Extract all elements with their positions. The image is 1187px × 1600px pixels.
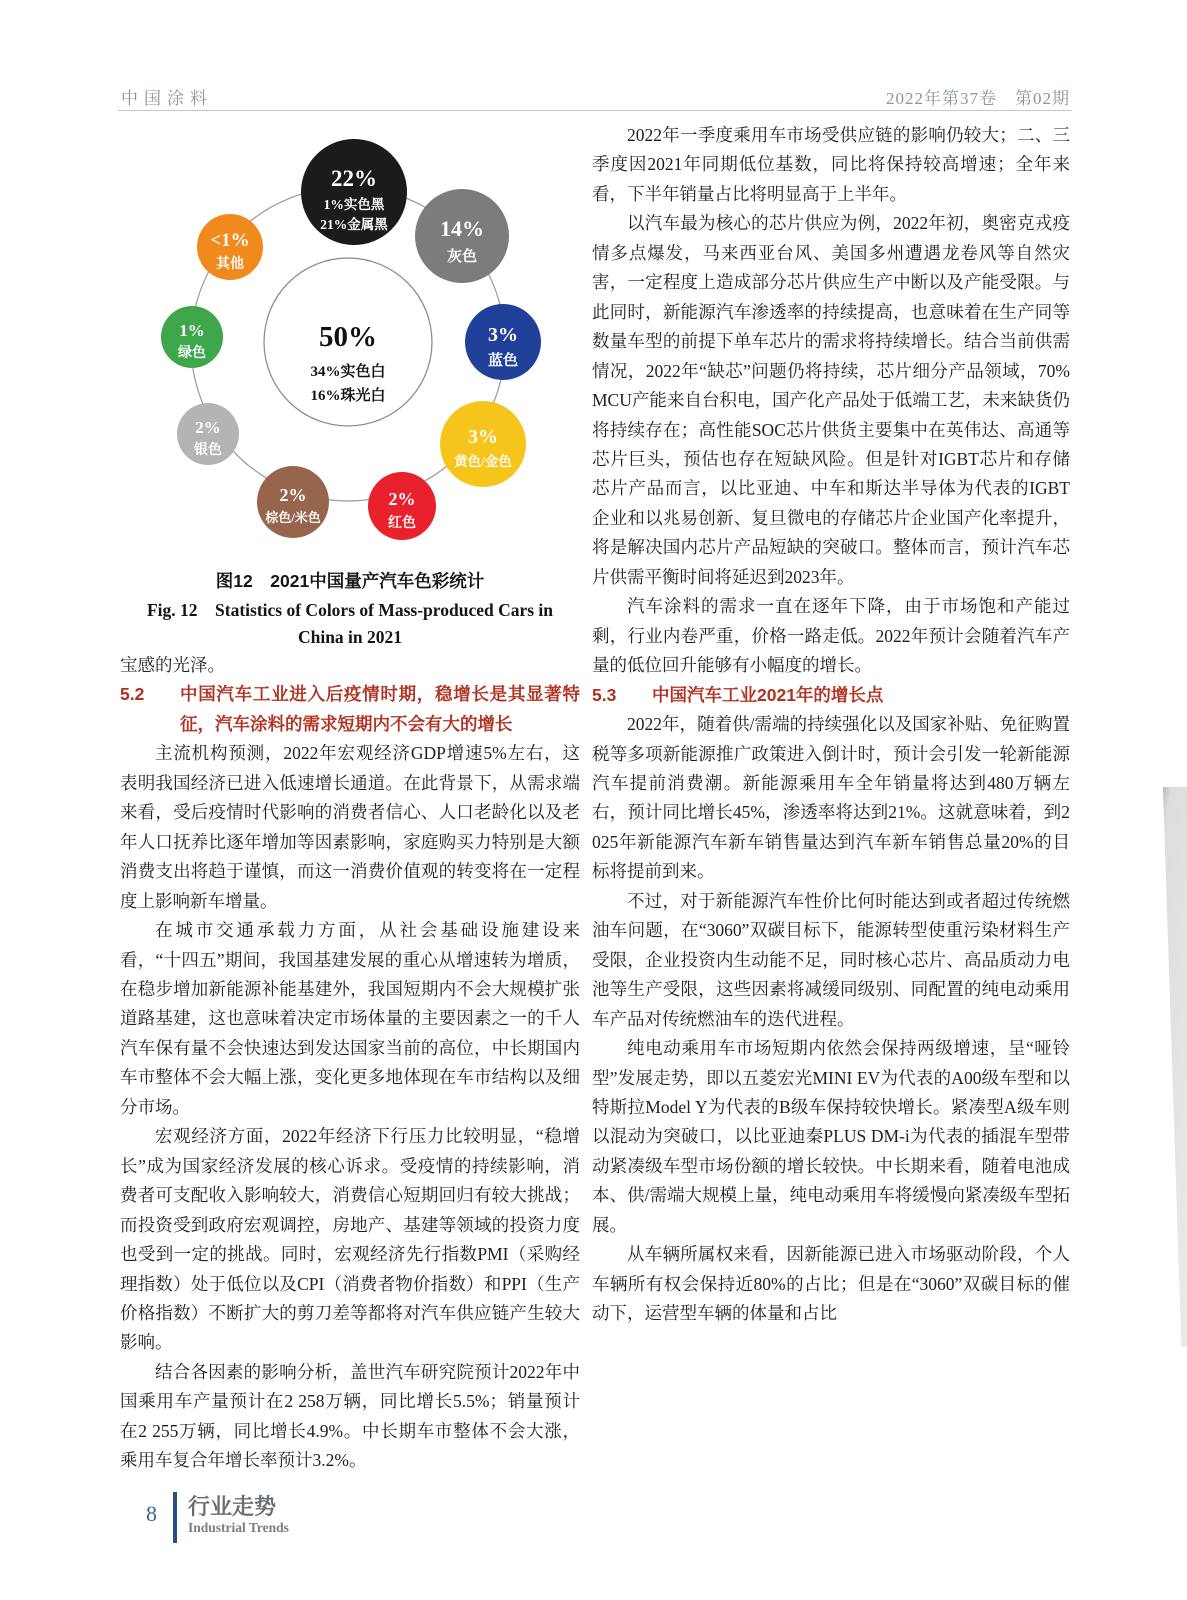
pct-blue: 3% (488, 324, 518, 346)
sub2-black: 21%金属黑 (320, 217, 388, 232)
label-green: 绿色 (178, 346, 206, 361)
bubble-gray (415, 189, 509, 283)
bubble-black (301, 139, 407, 245)
footer-section-zh: 行业走势 (188, 1494, 277, 1519)
left-column (120, 124, 580, 1476)
section-heading-5-2 (120, 680, 580, 739)
bubble-yellow (440, 401, 526, 487)
footer-divider-bar (173, 1492, 177, 1543)
sub1-black: 1%实色黑 (323, 197, 385, 212)
label-red: 红色 (388, 516, 416, 531)
scan-page-edge-artifact (1159, 787, 1187, 1347)
label-silver: 银色 (194, 443, 222, 458)
issue-info: 2022年第37卷 第02期 (886, 89, 1070, 108)
sub1-white: 34%实色白 (310, 364, 386, 380)
bubble-brown (257, 466, 329, 538)
paragraph: 2022年一季度乘用车市场受供应链的影响仍较大；二、三季度因2021年同期低位基数，同比将保持较高增速；全年来看，下半年销量占比将明显高于上半年。 (592, 125, 1070, 204)
pct-silver: 2% (195, 418, 221, 437)
pct-red: 2% (388, 489, 416, 509)
paragraph: 纯电动乘用车市场短期内依然会保持两级增速，呈“哑铃型”发展走势，即以五菱宏光MINI EV为代表的A00级车型和以特斯拉Model Y为代表的B级车保持较快增长。紧凑型A级车则以混动为突破口，以比亚迪秦PLUS DM-i为代表的插混车型带动紧凑级车型市场份额的增长较快。中长期来看，随着电池成本、供/需端大规模上量，纯电动乘用车将缓慢向紧凑级车型拓展。 (592, 1038, 1070, 1235)
bubble-orange (197, 214, 263, 280)
paragraph: 在城市交通承载力方面，从社会基础设施建设来看，“十四五”期间，我国基建发展的重心从增速转为增质，在稳步增加新能源补能基建外，我国短期内不会大规模扩张道路基建，这也意味着决定市场体量的主要因素之一的千人汽车保有量不会快速达到发达国家当前的高位，中长期国内车市整体不会大幅上涨，变化更多地体现在车市结构以及细分市场。 (120, 920, 580, 1117)
bubble-green (161, 306, 223, 368)
paragraph: 以汽车最为核心的芯片供应为例，2022年初，奥密克戎疫情多点爆发，马来西亚台风、美国多州遭遇龙卷风等自然灾害，一定程度上造成部分芯片供应生产中断以及产能受限。与此同时，新能源汽车渗透率的持续提高，也意味着在生产同等数量车型的前提下单车芯片的需求将持续增长。结合当前供需情况，2022年“缺芯”问题仍将持续，芯片细分产品领域，70%MCU产能来自台积电，国产化产品处于低端工艺，未来缺货仍将持续存在；高性能SOC芯片供货主要集中在英伟达、高通等芯片巨头，预估也存在短缺风险。但是针对IGBT芯片和存储芯片产品而言，以比亚迪、中车和斯达半导体为代表的IGBT企业和以兆易创新、复旦微电的存储芯片企业国产化率提升，将是解决国内芯片产品短缺的突破口。整体而言，预计汽车芯片供需平衡时间将延迟到2023年。 (592, 213, 1070, 587)
bubble-red (368, 472, 436, 540)
paragraph-continuation: 宝感的光泽。 (120, 655, 225, 675)
journal-title: 中国涂料 (121, 89, 213, 108)
paragraph: 从车辆所属权来看，因新能源已进入市场驱动阶段，个人车辆所有权会保持近80%的占比；但是在“3060”双碳目标的催动下，运营型车辆的体量和占比 (592, 1244, 1070, 1324)
pct-white: 50% (319, 321, 377, 353)
label-yellow: 黄色/金色 (454, 454, 512, 469)
pct-yellow: 3% (468, 426, 498, 448)
paragraph: 宏观经济方面，2022年经济下行压力比较明显，“稳增长”成为国家经济发展的核心诉求。受疫情的持续影响，消费者可支配收入影响较大，消费信心短期回归有较大挑战；而投资受到政府宏观调控，房地产、基建等领域的投资力度也受到一定的挑战。同时，宏观经济先行指数PMI（采购经理指数）处于低位以及CPI（消费者物价指数）和PPI（生产价格指数）不断扩大的剪刀差等都将对汽车供应链产生较大影响。 (120, 1126, 580, 1353)
pct-gray: 14% (440, 216, 484, 241)
label-orange: 其他 (216, 257, 244, 272)
pct-orange: <1% (210, 230, 250, 251)
section-heading-5-3 (592, 681, 1070, 710)
section-number: 5.2 (120, 684, 145, 705)
paragraph: 2022年，随着供/需端的持续强化以及国家补贴、免征购置税等多项新能源推广政策进入倒计时，预计会引发一轮新能源汽车提前消费潮。新能源乘用车全年销量将达到480万辆左右，预计同比增长45%，渗透率将达到21%。这就意味着，到2025年新能源汽车新车销售量达到汽车新车销售总量20%的目标将提前到来。 (592, 714, 1070, 882)
figure-caption-zh: 图12 2021中国量产汽车色彩统计 (215, 571, 485, 591)
figure-caption-en-line2: China in 2021 (297, 627, 403, 647)
bubble-silver (177, 403, 239, 465)
label-gray: 灰色 (446, 249, 478, 265)
bubble-blue (465, 304, 541, 380)
header-rule (118, 110, 1072, 111)
right-column (592, 121, 1070, 1329)
paragraph: 汽车涂料的需求一直在逐年下降，由于市场饱和产能过剩，行业内卷严重，价格一路走低。2022年预计会随着汽车产量的低位回升能够有小幅度的增长。 (592, 596, 1070, 676)
bubble-white (264, 258, 432, 426)
paragraph: 不过，对于新能源汽车性价比何时能达到或者超过传统燃油车问题，在“3060”双碳目标下，能源转型使重污染材料生产受限，企业投资内生动能不足，同时核心芯片、高品质动力电池等生产受限，这些因素将减缓同级别、同配置的纯电动乘用车产品对传统燃油车的迭代进程。 (592, 890, 1070, 1029)
section-number: 5.3 (592, 684, 617, 705)
pct-black: 22% (331, 166, 377, 191)
label-blue: 蓝色 (487, 353, 519, 369)
footer-section-en: Industrial Trends (188, 1520, 289, 1535)
car-color-statistics-chart (120, 124, 580, 564)
label-brown: 棕色/米色 (265, 510, 321, 525)
pct-green: 1% (179, 321, 205, 340)
page-number: 8 (146, 1501, 157, 1526)
section-title: 中国汽车工业2021年的增长点 (652, 684, 884, 705)
paragraph: 主流机构预测，2022年宏观经济GDP增速5%左右，这表明我国经济已进入低速增长通道。在此背景下，从需求端来看，受后疫情时代影响的消费者信心、人口老龄化以及老年人口抚养比逐年增加等因素影响，家庭购买力特别是大额消费支出将趋于谨慎，而这一消费价值观的转变将在一定程度上影响新车增量。 (120, 743, 580, 911)
pct-brown: 2% (279, 485, 307, 505)
paragraph: 结合各因素的影响分析，盖世汽车研究院预计2022年中国乘用车产量预计在2 258万辆，同比增长5.5%；销量预计在2 255万辆，同比增长4.9%。中长期车市整体不会大涨，乘用车复合年增长率预计3.2%。 (120, 1361, 580, 1471)
figure-caption-en-line1: Fig. 12 Statistics of Colors of Mass-produced Cars in (146, 600, 554, 620)
section-title: 中国汽车工业进入后疫情时期，稳增长是其显著特征，汽车涂料的需求短期内不会有大的增长 (180, 684, 580, 734)
sub2-white: 16%珠光白 (310, 388, 386, 404)
